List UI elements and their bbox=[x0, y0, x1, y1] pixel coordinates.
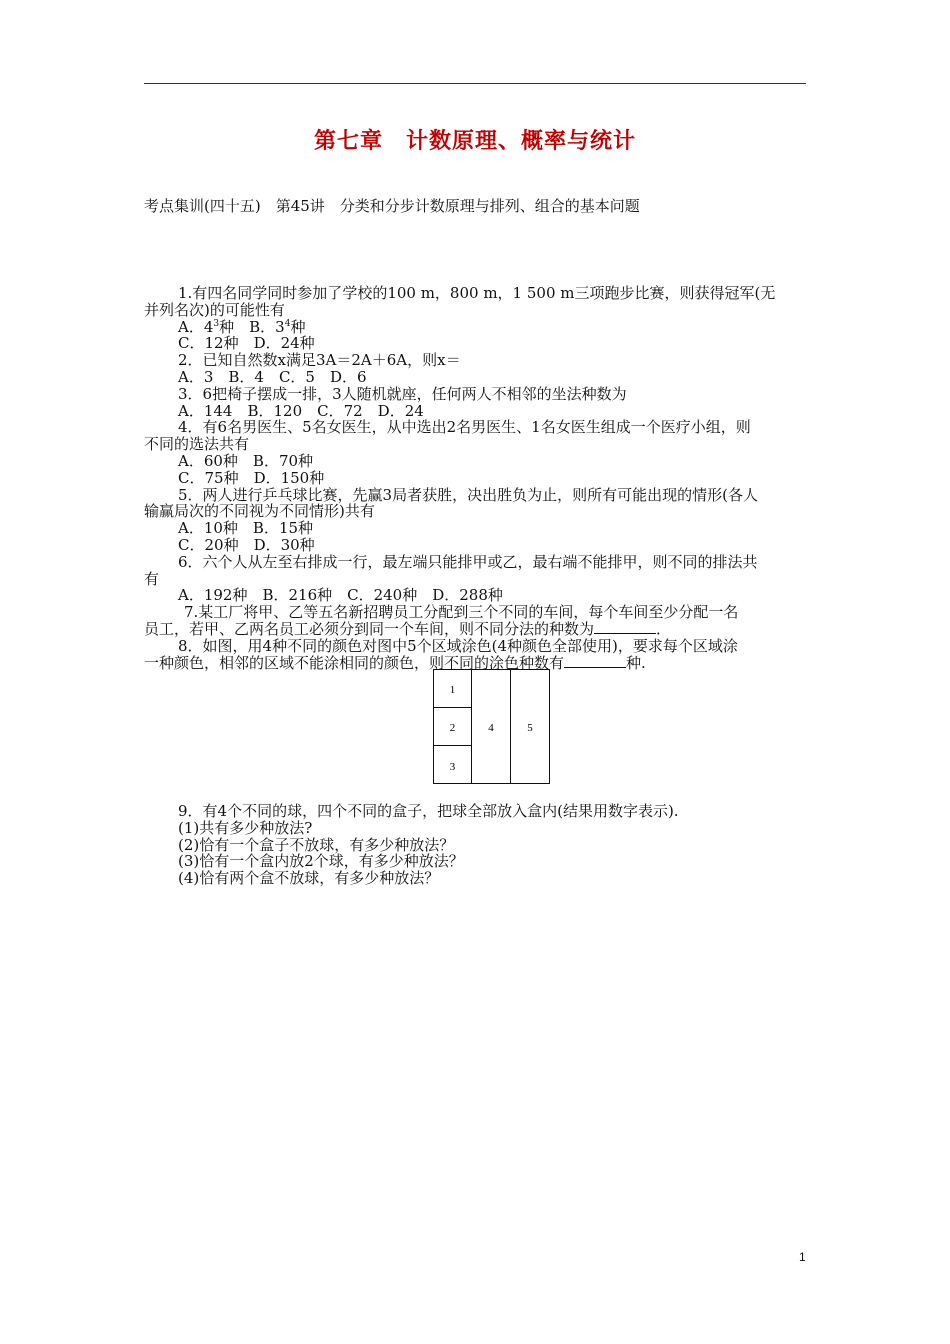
q4-stem-line1: 4．有6名男医生、5名女医生，从中选出2名男医生、1名女医生组成一个医疗小组，则 bbox=[178, 418, 751, 437]
region-2-label: 2 bbox=[449, 722, 456, 734]
q9-part-4: (4)恰有两个盒不放球，有多少种放法？ bbox=[178, 869, 440, 888]
q9-part-2: (2)恰有一个盒子不放球，有多少种放法？ bbox=[178, 835, 455, 854]
q4-options-cd: C．75种 D．150种 bbox=[178, 468, 325, 487]
q1-options-cd: C．12种 D．24种 bbox=[178, 334, 315, 353]
q5-stem-line1: 5．两人进行乒乓球比赛，先赢3局者获胜，决出胜负为止，则所有可能出现的情形(各人 bbox=[178, 485, 758, 504]
q6-stem-line2: 有 bbox=[144, 569, 160, 588]
q5-options-cd: C．20种 D．30种 bbox=[178, 535, 315, 554]
q7-stem-line1: 7.某工厂将甲、乙等五名新招聘员工分配到三个不同的车间，每个车间至少分配一名 bbox=[184, 603, 739, 622]
questions-block-1 bbox=[144, 285, 808, 671]
q8-stem-line1: 8．如图，用4种不同的颜色对图中5个区域涂色(4种颜色全部使用)，要求每个区域涂 bbox=[178, 636, 738, 655]
q1-stem-line1: 1.有四名同学同时参加了学校的100 m，800 m，1 500 m三项跑步比赛，则获得冠军(无 bbox=[178, 284, 776, 302]
q3-stem: 3．6把椅子摆成一排，3人随机就座，任何两人不相邻的坐法种数为 bbox=[178, 384, 627, 403]
region-3-label: 3 bbox=[449, 761, 456, 773]
q2-stem: 2．已知自然数x满足3A＝2A＋6A，则x＝ bbox=[178, 351, 461, 370]
q2-options: A．3 B．4 C．5 D．6 bbox=[178, 367, 367, 386]
q8-stem-line2: 一种颜色，相邻的区域不能涂相同的颜色，则不同的涂色种数有 种. bbox=[144, 653, 646, 672]
q6-options: A．192种 B．216种 C．240种 D．288种 bbox=[178, 586, 503, 605]
q1-stem-line2: 并列名次)的可能性有 bbox=[144, 300, 285, 319]
q5-options-ab: A．10种 B．15种 bbox=[178, 519, 314, 538]
q9-part-1: (1)共有多少种放法? bbox=[178, 818, 313, 837]
header-rule bbox=[144, 83, 806, 84]
page-number: 1 bbox=[799, 1250, 806, 1264]
chapter-title: 第七章 计数原理、概率与统计 bbox=[313, 129, 636, 154]
section-title: 考点集训(四十五) 第45讲 分类和分步计数原理与排列、组合的基本问题 bbox=[144, 197, 640, 215]
region-figure bbox=[433, 669, 551, 785]
q8-answer-blank[interactable] bbox=[564, 655, 626, 668]
q5-stem-line2: 输赢局次的不同视为不同情形)共有 bbox=[144, 502, 375, 521]
q4-stem-line2: 不同的选法共有 bbox=[144, 435, 250, 454]
q9-part-3: (3)恰有一个盒内放2个球，有多少种放法？ bbox=[178, 852, 464, 871]
region-1-label: 1 bbox=[449, 684, 456, 696]
region-4-label: 4 bbox=[488, 722, 494, 734]
q1-options-ab: A．$4^3$种 B．$3^4$种 bbox=[178, 317, 306, 336]
q7-answer-blank[interactable] bbox=[594, 621, 656, 634]
region-5-label: 5 bbox=[527, 722, 533, 734]
q6-stem-line1: 6．六个人从左至右排成一行，最左端只能排甲或乙，最右端不能排甲，则不同的排法共 bbox=[178, 552, 758, 571]
q4-options-ab: A．60种 B．70种 bbox=[178, 451, 314, 470]
questions-block-2 bbox=[144, 803, 808, 887]
q3-options: A．144 B．120 C．72 D．24 bbox=[178, 401, 424, 420]
q7-stem-line2: 员工，若甲、乙两名员工必须分到同一个车间，则不同分法的种数为 ． bbox=[144, 619, 672, 638]
q9-stem: 9．有4个不同的球，四个不同的盒子，把球全部放入盒内(结果用数字表示). bbox=[178, 802, 679, 820]
